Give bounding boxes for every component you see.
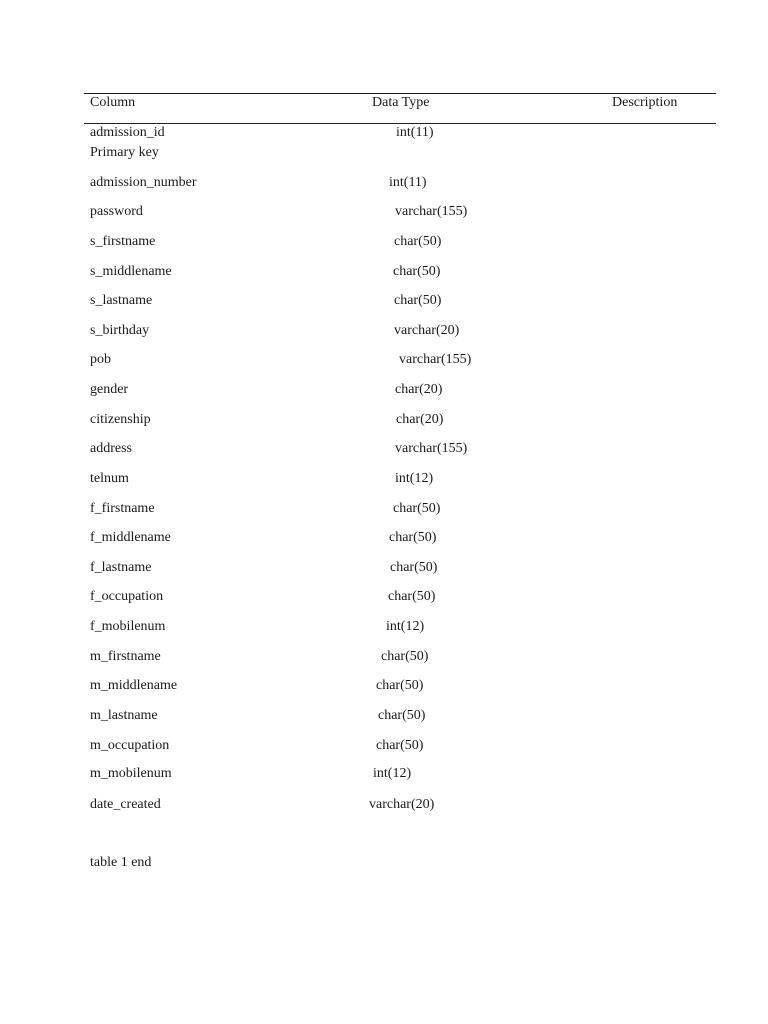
header-data-type: Data Type: [372, 95, 430, 110]
header-description: Description: [612, 95, 678, 110]
data-type-cell: char(50): [394, 234, 442, 249]
data-type-cell: char(20): [395, 382, 443, 397]
table-top-rule: [84, 93, 716, 94]
data-type-cell: int(11): [396, 125, 434, 140]
data-type-cell: int(11): [389, 175, 427, 190]
data-type-cell: varchar(20): [394, 323, 460, 338]
data-type-cell: char(50): [376, 738, 424, 753]
data-type-cell: varchar(155): [399, 352, 472, 367]
data-type-cell: char(50): [376, 678, 424, 693]
table-header-rule: [84, 123, 716, 124]
column-name-cell: address: [90, 441, 132, 456]
data-type-cell: char(50): [390, 560, 438, 575]
data-type-cell: int(12): [395, 471, 434, 486]
column-name-cell: m_middlename: [90, 678, 178, 693]
column-name-cell: s_lastname: [90, 293, 153, 308]
data-type-cell: char(50): [389, 530, 437, 545]
data-type-cell: char(50): [378, 708, 426, 723]
column-name-cell: telnum: [90, 471, 129, 486]
data-type-cell: varchar(20): [369, 797, 435, 812]
data-type-cell: char(50): [388, 589, 436, 604]
column-name-cell: m_mobilenum: [90, 766, 172, 781]
data-type-cell: varchar(155): [395, 441, 468, 456]
column-name-cell: f_firstname: [90, 501, 155, 516]
column-name-cell: m_lastname: [90, 708, 158, 723]
column-name-cell: m_firstname: [90, 649, 161, 664]
data-type-cell: char(50): [393, 501, 441, 516]
data-type-cell: char(50): [394, 293, 442, 308]
column-name-cell: f_lastname: [90, 560, 152, 575]
column-name-cell: admission_number: [90, 175, 197, 190]
column-name-cell: m_occupation: [90, 738, 170, 753]
data-type-cell: varchar(155): [395, 204, 468, 219]
column-name-cell: f_occupation: [90, 589, 164, 604]
data-type-cell: int(12): [373, 766, 412, 781]
column-name-cell: s_firstname: [90, 234, 156, 249]
column-name-cell: f_mobilenum: [90, 619, 166, 634]
column-name-cell: citizenship: [90, 412, 151, 427]
header-column: Column: [90, 95, 136, 110]
table-end-note: table 1 end: [90, 855, 152, 870]
data-type-cell: int(12): [386, 619, 425, 634]
column-name-cell: password: [90, 204, 143, 219]
column-name-cell: pob: [90, 352, 111, 367]
column-name-cell: f_middlename: [90, 530, 171, 545]
data-type-cell: char(50): [393, 264, 441, 279]
column-name-cell: date_created: [90, 797, 161, 812]
column-name-cell: s_middlename: [90, 264, 172, 279]
primary-key-note: Primary key: [90, 145, 159, 160]
data-type-cell: char(20): [396, 412, 444, 427]
data-type-cell: char(50): [381, 649, 429, 664]
column-name-cell: s_birthday: [90, 323, 150, 338]
column-name-cell: admission_id: [90, 125, 165, 140]
column-name-cell: gender: [90, 382, 129, 397]
